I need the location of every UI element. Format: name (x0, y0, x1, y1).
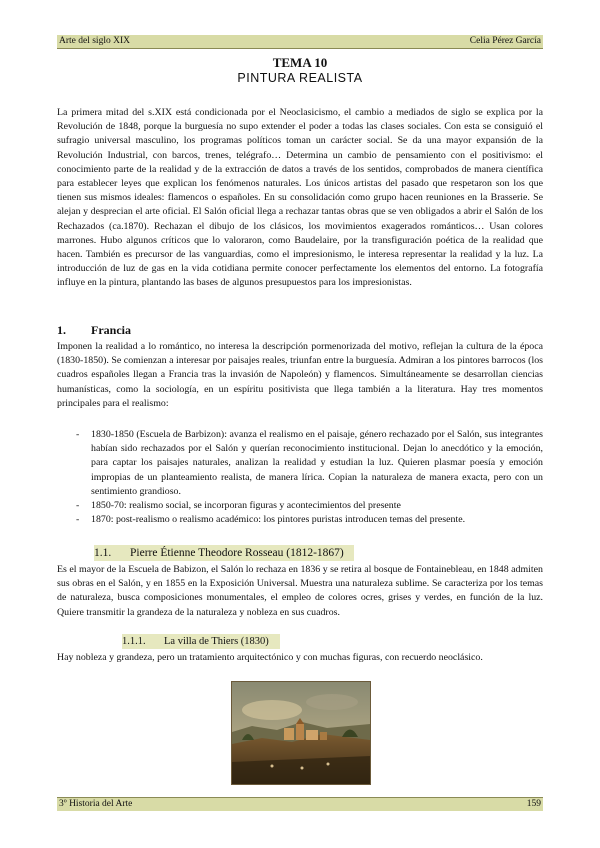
page-header (57, 35, 543, 49)
list-item: - 1870: post-realismo o realismo académico: los pintores puristas introducen temas del presente. (76, 514, 466, 526)
intro-paragraph: La primera mitad del s.XIX está condicionada por el Neoclasicismo, el cambio a mediados de siglo se explica por la Revolución de 1848, porque la burguesía no supo extender el poder a todas las clases sociales. Con esta se consiguió el sufragio universal masculino, los programas políticos toman un carácter social. Se da una mayor expansión de la Revolución Industrial, con barcos, trenes, telégrafo… Determina un cambio de pensamiento con el positivismo: el conocimiento parte de la realidad y de la extracción de datos a través de los sentidos, comprobados de manera científica para establecer leyes que explican los fenómenos naturales. Los únicos artistas del pasado que respetaron son los que tienen sus mismos ideales: flamencos o españoles. En su consolidación como grupo hacen reuniones en la Brasserie. Se alejan y desprecian el arte oficial. El Salón oficial llega a rechazar tantas obras que se ven obligados a abrir el Salón de los Rechazados (ca.1870). Rechazan el dibujo de los clásicos, los movimientos exagerados románticos… Usan colores marrones. Hubo algunos críticos que lo valoraron, como Baudelaire, por la transfiguración poética de la realidad que hacen. También es precursor de las vanguardias, como el impresionismo, le interesa representar la realidad y la luz. La introducción de luz de gas en la vida cotidiana permite conocer perfectamente los elementos del entorno. La fotografía influye en la pintura, plantando las bases de algunos presupuestos para los impresionistas. (57, 107, 543, 289)
list-item-text: 1850-70: realismo social, se incorporan figuras y acontecimientos del presente (91, 500, 401, 512)
painting-la-villa-de-thiers (231, 681, 371, 785)
topic-title: PINTURA REALISTA (237, 71, 363, 85)
subsubsection-number: 1.1.1. (122, 636, 146, 647)
page-number: 159 (526, 799, 541, 809)
subsection-number: 1.1. (94, 547, 112, 559)
list-item: - 1850-70: realismo social, se incorporan figuras y acontecimientos del presente (76, 500, 401, 512)
section-number: 1. (57, 323, 66, 337)
list-item-text: 1830-1850 (Escuela de Barbizon): avanza el realismo en el paisaje, género rechazado por el Salón, sus integrantes habían sido rechazados por el Salón y querían reconocimiento institucional. Dejan lo anecdótico y la emoción, para captar los paisajes naturales, analizan la realidad y estudian la luz. Quieren plasmar poesía y emoción impropias de un planteamiento realista, de manera lírica. Copian la naturaleza de manera exacta, pero con un sentimiento grandioso. (91, 429, 543, 497)
subsection-title: Pierre Étienne Theodore Rosseau (1812-1867) (130, 547, 344, 559)
footer-course: 3º Historia del Arte (59, 799, 133, 809)
realism-periods-list (57, 428, 543, 527)
section-title: Francia (91, 323, 131, 337)
subsubsection-title: La villa de Thiers (1830) (164, 636, 269, 647)
topic-number: TEMA 10 (272, 55, 328, 70)
header-course: Arte del siglo XIX (59, 36, 130, 46)
rosseau-paragraph: Es el mayor de la Escuela de Babizon, el Salón lo rechaza en 1836 y se retira al bosque de Fontainebleau, en 1848 admiten sus obras en el Salón, y en 1855 en la Exposición Universal. Muestra una naturaleza sublime. Se caracteriza por los temas de naturaleza, busca composiciones monumentales, el empleo de colores ocres, grises y verdes, en función de la luz. Quiere transmitir la grandeza de la naturaleza y nobleza en sus cuadros. (57, 564, 543, 618)
document-title (0, 55, 600, 86)
header-author: Celia Pérez García (469, 36, 541, 46)
thiers-paragraph: Hay nobleza y grandeza, pero un tratamiento arquitectónico y con muchas figuras, con recuerdo neoclásico. (57, 652, 483, 663)
list-item: - 1830-1850 (Escuela de Barbizon): avanza el realismo en el paisaje, género rechazado por el Salón, sus integrantes habían sido rechazados por el Salón y querían reconocimiento institucional. Dejan lo anecdótico y la emoción, para captar los paisajes naturales, analizan la realidad y estudian la luz. Quieren plasmar poesía y emoción impropias de un planteamiento realista, de manera lírica. Copian la naturaleza de manera exacta, pero con un sentimiento grandioso. (76, 429, 543, 497)
section-heading-francia (57, 322, 131, 338)
subsubsection-heading-thiers (122, 634, 280, 649)
painting-image (232, 682, 370, 784)
subsection-heading-rosseau (94, 545, 354, 561)
list-item-text: 1870: post-realismo o realismo académico: los pintores puristas introducen temas del presente. (91, 514, 466, 526)
page-footer (57, 797, 543, 811)
francia-paragraph: Imponen la realidad a lo romántico, no interesa la descripción pormenorizada del motivo, reflejan la cultura de la época (1830-1850). Se comienzan a interesar por paisajes reales, triunfan entre la burguesía. Admiran a los pintores barrocos (los cuadros españoles llegan a Francia tras la invasión de Napoleón) y flamencos. Simultáneamente se desarrollan ciencias humanísticas, como la sociología, en un espíritu positivista que llega también a la literatura. Hay tres momentos principales para el realismo: (57, 341, 543, 409)
